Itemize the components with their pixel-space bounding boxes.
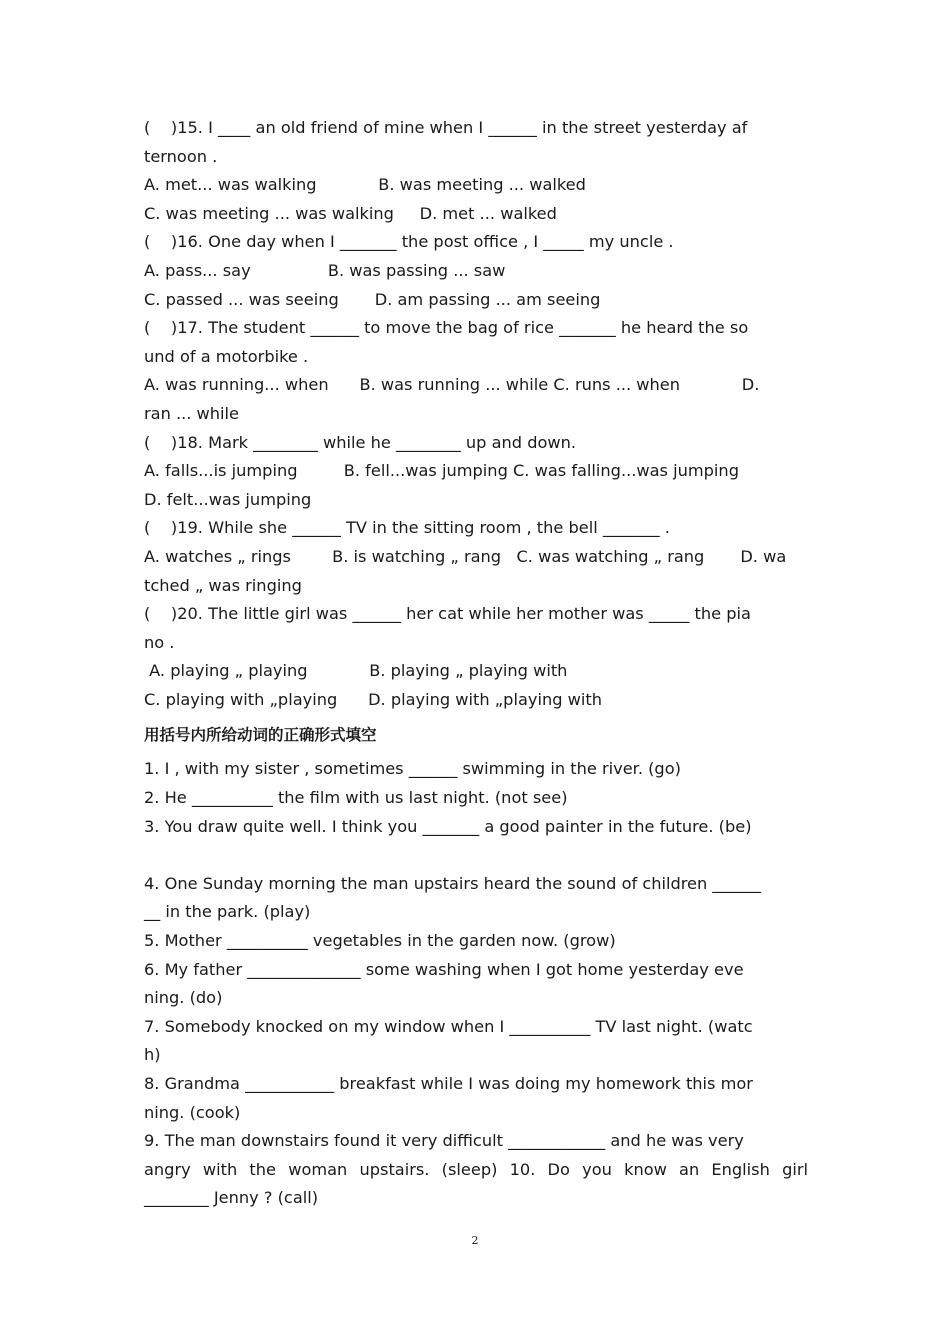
exercise-line: 5. Mother __________ vegetables in the garden now. (grow): [144, 931, 616, 951]
option-line: C. passed ... was seeing D. am passing ... am seeing: [144, 289, 601, 309]
exercise-line: 3. You draw quite well. I think you _______ a good painter in the future. (be): [144, 816, 752, 836]
question-line: ( )19. While she ______ TV in the sitting room , the bell _______ .: [144, 518, 670, 538]
question-line: und of a motorbike .: [144, 346, 309, 366]
option-line: C. was meeting ... was walking D. met ... walked: [144, 203, 557, 223]
option-line: A. playing „ playing B. playing „ playing with: [144, 661, 568, 681]
exercise-line: ning. (cook): [144, 1102, 241, 1122]
exercise-line: 1. I , with my sister , sometimes ______ swimming in the river. (go): [144, 759, 681, 779]
option-line: A. watches „ rings B. is watching „ rang C. was watching „ rang D. wa: [144, 546, 787, 566]
option-line: C. playing with „playing D. playing with „playing with: [144, 689, 602, 709]
option-line: D. felt...was jumping: [144, 489, 312, 509]
fill-in-section: [144, 755, 808, 1213]
page-number: 2: [471, 1234, 479, 1247]
question-line: ( )18. Mark ________ while he ________ up and down.: [144, 432, 577, 452]
question-line: ternoon .: [144, 146, 218, 166]
worksheet-page: [144, 114, 808, 1213]
exercise-line: 9. The man downstairs found it very difficult ____________ and he was very: [144, 1131, 744, 1151]
option-line: A. falls...is jumping B. fell...was jumping C. was falling...was jumping: [144, 461, 739, 481]
question-line: ( )17. The student ______ to move the bag of rice _______ he heard the so: [144, 318, 749, 338]
question-line: ( )20. The little girl was ______ her cat while her mother was _____ the pia: [144, 604, 751, 624]
exercise-line: 2. He __________ the film with us last night. (not see): [144, 788, 568, 808]
option-line: tched „ was ringing: [144, 575, 302, 595]
exercise-line: 7. Somebody knocked on my window when I __________ TV last night. (watc: [144, 1016, 753, 1036]
exercise-line: ning. (do): [144, 988, 223, 1008]
exercise-line: 4. One Sunday morning the man upstairs heard the sound of children ______: [144, 873, 761, 893]
blank-line: [144, 841, 808, 870]
exercise-line: 8. Grandma ___________ breakfast while I was doing my homework this mor: [144, 1074, 753, 1093]
option-line: ran ... while: [144, 403, 240, 423]
option-line: A. was running... when B. was running ... while C. runs ... when D.: [144, 375, 760, 395]
exercise-line: __ in the park. (play): [144, 902, 311, 922]
exercise-line: ________ Jenny ? (call): [144, 1188, 319, 1208]
option-line: A. pass... say B. was passing ... saw: [144, 260, 506, 280]
multiple-choice-section: [144, 114, 808, 714]
exercise-line: h): [144, 1045, 161, 1065]
section-heading: 用括号内所给动词的正确形式填空: [144, 726, 377, 745]
question-line: ( )15. I ____ an old friend of mine when I ______ in the street yesterday af: [144, 118, 748, 137]
question-line: no .: [144, 632, 175, 652]
exercise-line: 6. My father ______________ some washing when I got home yesterday eve: [144, 959, 744, 979]
option-line: A. met... was walking B. was meeting ... walked: [144, 175, 586, 195]
question-line: ( )16. One day when I _______ the post office , I _____ my uncle .: [144, 232, 674, 252]
exercise-line: angry with the woman upstairs. (sleep) 10. Do you know an English girl: [144, 1159, 808, 1179]
